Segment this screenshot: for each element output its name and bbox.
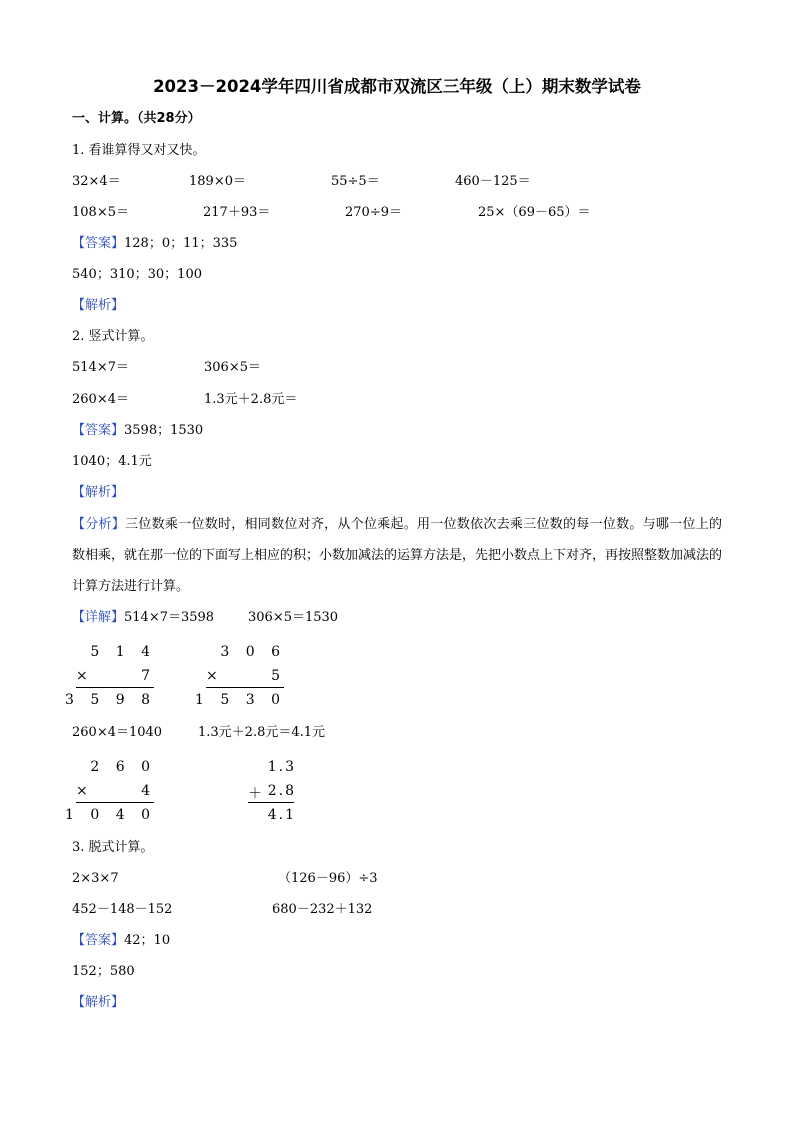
vc-top: 5 1 4 (90, 644, 156, 660)
answer-text: 3598；1530 (124, 423, 204, 438)
q1-answer-line2: 540；310；30；100 (72, 267, 202, 282)
vc-top: 1.3 (267, 759, 296, 775)
detail-line (72, 610, 214, 626)
vc-rule (248, 802, 294, 803)
vc-operator: × (76, 668, 94, 684)
q1-item: 55÷5＝ (331, 174, 380, 189)
vc-rule (76, 687, 154, 688)
vc-multiplier: 4 (141, 783, 156, 799)
vc-operator: ＋ (248, 786, 268, 802)
q3-item: （126－96）÷3 (278, 871, 378, 886)
xiangjie-tag: 【详解】 (72, 610, 125, 625)
vc-operator: × (206, 668, 224, 684)
vc-result: 3 5 9 8 (65, 692, 156, 708)
q2-item: 1.3元＋2.8元＝ (204, 392, 298, 407)
fenxi-text: 三位数乘一位数时，相同数位对齐，从个位乘起。用一位数依次去乘三位数的每一位数。与哪一位上的数相乘，就在那一位的下面写上相应的积；小数加减法的运算方法是，先把小数点上下对齐，再按照整数加减法的计算方法进行计算。 (72, 517, 723, 594)
vc-top: 2 6 0 (90, 759, 156, 775)
q2-item: 306×5＝ (204, 360, 261, 375)
q1-item: 32×4＝ (72, 174, 121, 189)
analysis-tag: 【解析】 (72, 995, 125, 1010)
vertical-calc-306x5 (195, 644, 286, 714)
vertical-calc-decimal-add (248, 759, 296, 829)
vc-operator: × (76, 783, 94, 799)
q1-item: 25×（69－65）＝ (478, 205, 591, 220)
vc-top: 3 0 6 (220, 644, 286, 660)
question-3-label: 3. 脱式计算。 (72, 840, 154, 855)
q2-answer-line2: 1040；4.1元 (72, 454, 152, 469)
answer-tag: 【答案】 (72, 423, 125, 438)
analysis-paragraph (72, 509, 722, 602)
detail-eq: 306×5＝1530 (248, 610, 339, 625)
q1-answer (72, 236, 237, 252)
page-title: 2023－2024学年四川省成都市双流区三年级（上）期末数学试卷 (153, 77, 641, 96)
vc-result: 4.1 (267, 807, 296, 823)
detail-eq: 514×7＝3598 (124, 610, 215, 625)
vc-multiplier: 7 (141, 668, 156, 684)
section-heading: 一、计算。（共28分） (72, 111, 201, 126)
q1-item: 189×0＝ (189, 174, 246, 189)
vc-multiplier: 5 (271, 668, 286, 684)
vertical-calc-514x7 (65, 644, 156, 714)
q1-item: 108×5＝ (72, 205, 129, 220)
analysis-tag: 【解析】 (72, 485, 125, 500)
q3-answer (72, 933, 170, 949)
fenxi-tag: 【分析】 (72, 517, 126, 532)
q1-item: 460－125＝ (455, 174, 531, 189)
question-1-label: 1. 看谁算得又对又快。 (72, 143, 206, 158)
detail-eq: 260×4＝1040 (72, 725, 163, 740)
detail-eq: 1.3元＋2.8元＝4.1元 (198, 725, 326, 740)
q1-item: 217＋93＝ (203, 205, 271, 220)
q1-item: 270÷9＝ (345, 205, 402, 220)
answer-tag: 【答案】 (72, 933, 125, 948)
q3-answer-line2: 152；580 (72, 964, 135, 979)
vc-result: 1 5 3 0 (195, 692, 286, 708)
vc-result: 1 0 4 0 (65, 807, 156, 823)
answer-tag: 【答案】 (72, 236, 125, 251)
q2-item: 260×4＝ (72, 392, 129, 407)
q3-item: 2×3×7 (72, 871, 119, 886)
question-2-label: 2. 竖式计算。 (72, 329, 154, 344)
q2-answer (72, 423, 203, 439)
q3-item: 680－232＋132 (272, 902, 373, 917)
vc-addend: 2.8 (267, 783, 296, 799)
answer-text: 128；0；11；335 (124, 236, 238, 251)
q3-item: 452－148－152 (72, 902, 173, 917)
vc-rule (206, 687, 284, 688)
answer-text: 42；10 (124, 933, 171, 948)
vc-rule (76, 802, 154, 803)
vertical-calc-260x4 (65, 759, 156, 829)
q2-item: 514×7＝ (72, 360, 129, 375)
analysis-tag: 【解析】 (72, 298, 125, 313)
